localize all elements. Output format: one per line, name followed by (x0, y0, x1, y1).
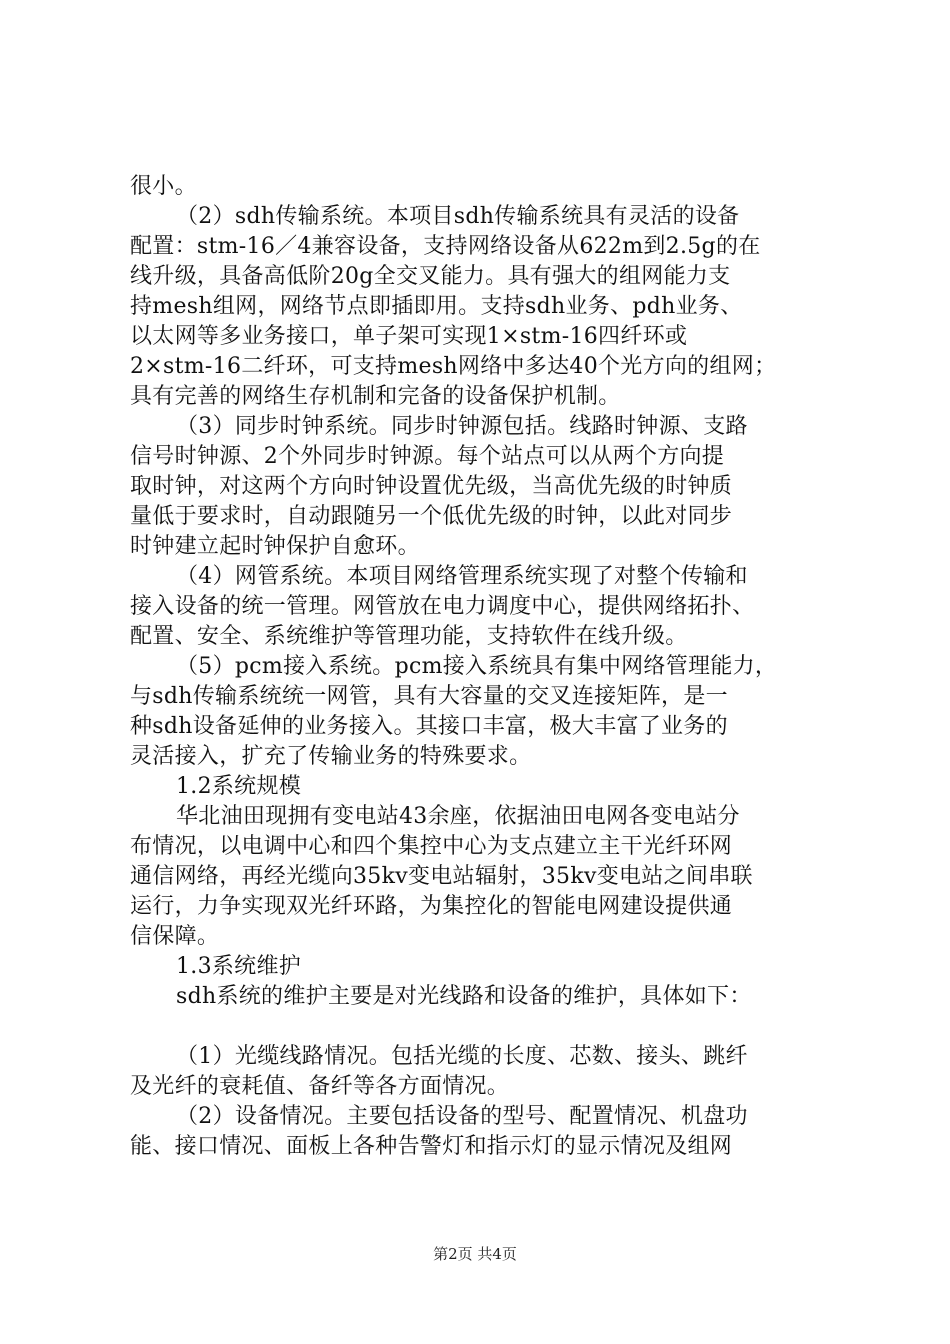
paragraph-maintenance-intro: sdh系统的维护主要是对光线路和设备的维护，具体如下： (176, 984, 752, 1009)
paragraph-pcm-access: （5）pcm接入系统。pcm接入系统具有集中网络管理能力， (176, 654, 778, 679)
paragraph-sync-clock: （3）同步时钟系统。同步时钟源包括。线路时钟源、支路 (176, 414, 748, 439)
text-line: 以太网等多业务接口，单子架可实现1×stm-16四纤环或 (130, 324, 688, 349)
text-line: 配置、安全、系统维护等管理功能，支持软件在线升级。 (130, 624, 688, 649)
document-body (130, 172, 835, 1162)
text-line: 2×stm-16二纤环，可支持mesh网络中多达40个光方向的组网； (130, 354, 777, 379)
text-line: 布情况，以电调中心和四个集控中心为支点建立主干光纤环网 (130, 834, 733, 859)
text-line: 取时钟，对这两个方向时钟设置优先级，当高优先级的时钟质 (130, 474, 733, 499)
text-line: 接入设备的统一管理。网管放在电力调度中心，提供网络拓扑、 (130, 594, 755, 619)
paragraph-gap (130, 1012, 835, 1042)
text-line: 及光纤的衰耗值、备纤等各方面情况。 (130, 1074, 510, 1099)
text-line: 配置：stm-16／4兼容设备，支持网络设备从622m到2.5g的在 (130, 234, 761, 259)
paragraph-system-scale: 华北油田现拥有变电站43余座，依据油田电网各变电站分 (176, 804, 740, 829)
text-line: 时钟建立起时钟保护自愈环。 (130, 534, 420, 559)
text-line: 信号时钟源、2个外同步时钟源。每个站点可以从两个方向提 (130, 444, 725, 469)
paragraph-cable-status: （1）光缆线路情况。包括光缆的长度、芯数、接头、跳纤 (176, 1044, 748, 1069)
text-line: 线升级，具备高低阶20g全交叉能力。具有强大的组网能力支 (130, 264, 731, 289)
text-line: 量低于要求时，自动跟随另一个低优先级的时钟，以此对同步 (130, 504, 733, 529)
text-line: 通信网络，再经光缆向35kv变电站辐射，35kv变电站之间串联 (130, 864, 753, 889)
section-heading-system-maintenance: 1.3系统维护 (176, 954, 302, 979)
text-line: 持mesh组网，网络节点即插即用。支持sdh业务、pdh业务、 (130, 294, 743, 319)
section-heading-system-scale: 1.2系统规模 (176, 774, 302, 799)
text-line: 与sdh传输系统统一网管，具有大容量的交叉连接矩阵，是一 (130, 684, 728, 709)
text-line: 种sdh设备延伸的业务接入。其接口丰富，极大丰富了业务的 (130, 714, 728, 739)
paragraph-equipment-status: （2）设备情况。主要包括设备的型号、配置情况、机盘功 (176, 1104, 748, 1129)
text-line: 很小。 (130, 174, 197, 199)
text-line: 信保障。 (130, 924, 220, 949)
page-number-footer: 第2页 共4页 (433, 1245, 517, 1263)
text-line: 运行，力争实现双光纤环路，为集控化的智能电网建设提供通 (130, 894, 733, 919)
paragraph-network-mgmt: （4）网管系统。本项目网络管理系统实现了对整个传输和 (176, 564, 748, 589)
text-line: 灵活接入，扩充了传输业务的特殊要求。 (130, 744, 532, 769)
text-line: 具有完善的网络生存机制和完备的设备保护机制。 (130, 384, 621, 409)
text-line: 能、接口情况、面板上各种告警灯和指示灯的显示情况及组网 (130, 1134, 733, 1159)
paragraph-sdh-transmission: （2）sdh传输系统。本项目sdh传输系统具有灵活的设备 (176, 204, 740, 229)
